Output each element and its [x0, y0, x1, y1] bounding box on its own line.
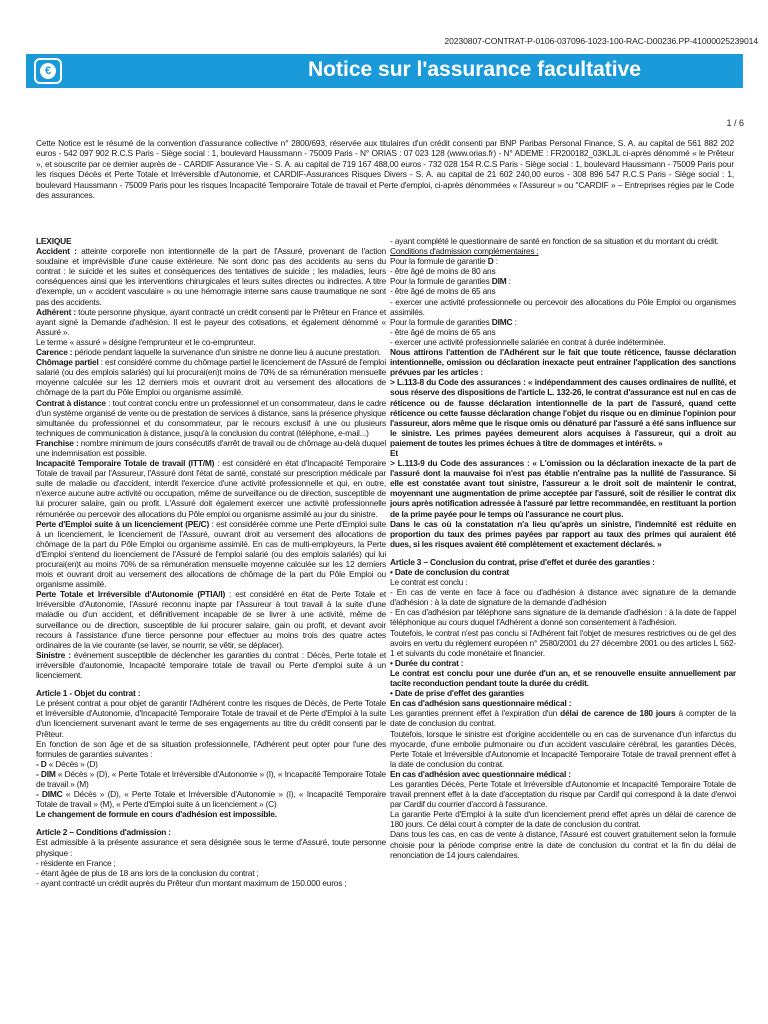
list-item: - ayant complété le questionnaire de santé en fonction de sa situation et du montant du crédit. [390, 236, 719, 246]
article-3-text: Les garanties Décès, Perte Totale et Irréversible d'Autonomie et Incapacité Temporaire Totale de travail prennent effet à la date d'acceptation du risque par Cardif qui correspond à la date d'envoi par Cardif du courrier d'accord à l'assurance. [390, 778, 736, 810]
page-number: 1 / 6 [726, 118, 744, 128]
list-item: - exercer une activité professionnelle salariée en contrat à durée indéterminée. [390, 336, 666, 347]
article-1-note: Le changement de formule en cours d'adhésion est impossible. [36, 809, 277, 820]
def-adherent: Adhérent : toute personne physique, ayant contracté un crédit consenti par le Prêteur en France et ayant signé la Demande d'adhésion. Il est le payeur des cotisations, et également dénommé « Assuré ». [36, 306, 386, 337]
page-title: Notice sur l'assurance facultative [308, 58, 641, 81]
with-questionnaire-heading: En cas d'adhésion avec questionnaire médical : [390, 768, 571, 779]
article-3-text: Le contrat est conclu : [390, 577, 468, 588]
formule-d: - D « Décès » (D) [36, 758, 98, 769]
article-3-text: La garantie Perte d'Emploi à la suite d'un licenciement prend effet après un délai de carence de 180 jours. Ce délai court à compter de la date de conclusion du contrat. [390, 809, 736, 830]
document-reference: 20230807-CONTRAT-P-0106-037096-1023-100-RAC-D00236.PP-41000025239014 [444, 36, 758, 46]
article-1-text: Le présent contrat a pour objet de garantir l'Adhérent contre les risques de Décès, de Perte Totale et Irréversible d'Autonomie, d'Incapacité Temporaire Totale de travail et de Perte d'Emploi à la suite d'un licenciement survenant avant le terme de ses engagements au titre du crédit consenti par le Prêteur. [36, 698, 386, 739]
article-3-text: Toutefois, le contrat n'est pas conclu si l'Adhérent fait l'objet de mesures restrictives ou de gel des avoirs en vertu du règlement européen n° 2580/2001 du 27 décembre 2001 ou des articles L 562-1 et suivants du code monétaire et financier. [390, 627, 736, 658]
def-sinistre: Sinistre : événement susceptible de déclencher les garanties du contrat : Décès, Perte totale et irréversible d'autonomie, Incapacité temporaire totale de travail ou Perte d'emploi suite à un licenciement. [36, 649, 386, 681]
def-contrat-distance: Contrat à distance : tout contrat conclu entre un professionnel et un consommateur, dans le cadre d'un système organisé de vente ou de prestation de services à distance, sans la présence physique simultanée du professionnel et du consommateur, par le recours exclusif à une ou plusieurs techniques de communication à distance, jusqu'à la conclusion du contrat (téléphone, e-mail...) [36, 397, 386, 438]
list-item: - exercer une activité professionnelle ou percevoir des allocations du Pôle Emploi ou organismes assimilés. [390, 296, 736, 317]
def-franchise: Franchise : nombre minimum de jours consécutifs d'arrêt de travail ou de chômage au-delà duquel une indemnisation est possible. [36, 437, 387, 458]
carence-paragraph: Les garanties prennent effet à l'expiration d'un délai de carence de 180 jours à compter de la date de conclusion du contrat. [390, 708, 736, 729]
formule-dimc: - DIMC « Décès » (D), « Perte Totale et Irréversible d'Autonomie » (I), « Incapacité Temporaire Totale de travail » (M), « Perte d'Emploi suite à un licenciement » (C) [36, 789, 386, 810]
left-column [36, 236, 386, 888]
list-item: - résidente en France ; [36, 857, 116, 868]
article-l113-8: > L.113-8 du Code des assurances : « indépendamment des causes ordinaires de nullité, et sous réserve des dispositions de l'article L. 132-26, le contrat d'assurance est nul en cas de réticence ou de fausse déclaration intentionnelle de la part de l'assuré, quand cette réticence ou cette fausse déclaration change l'objet du risque ou en diminue l'opinion pour l'assureur, alors même que le risque omis ou dénaturé par l'assuré a été sans influence sur le sinistre. Les primes payées demeurent alors acquises à l'assureur, qui a droit au paiement de toutes les primes échues à titre de dommages et intérêts. » [390, 377, 736, 448]
formule-dim: - DIM « Décès » (D), « Perte Totale et Irréversible d'Autonomie » (I), « Incapacité Temporaire Totale de travail » (M) [36, 768, 386, 789]
article-3-text: Toutefois, lorsque le sinistre est d'origine accidentelle ou en cas de survenance d'un infarctus du myocarde, d'une embolie pulmonaire ou d'un accident vasculaire cérébral, les garanties Décès, Perte Totale et Irréversible d'Autonomie et Incapacité Temporaire Totale de travail prennent effet à la date de conclusion du contrat. [390, 728, 736, 769]
contract-duration-heading: • Durée du contrat : [390, 657, 464, 668]
list-item: - être âgé de moins de 65 ans [390, 326, 496, 337]
article-1-heading: Article 1 - Objet du contrat : [36, 688, 141, 699]
right-column [390, 236, 736, 860]
warning-paragraph: Nous attirons l'attention de l'Adhérent sur le fait que toute réticence, fausse déclaration intentionnelle, omission ou déclaration inexacte peut entrainer l'application des sanctions prévues par les articles : [390, 347, 736, 378]
list-item: - ayant contracté un crédit auprès du Prêteur d'un montant maximum de 150.000 euros ; [36, 877, 347, 888]
effective-date-heading: • Date de prise d'effet des garanties [390, 688, 524, 699]
conclusion-date-heading: • Date de conclusion du contrat [390, 567, 510, 577]
formule-dimc-conditions: Pour la formule de garanties DIMC : [390, 316, 517, 327]
list-item: - En cas de vente en face à face ou d'adhésion à distance avec signature de la demande d'adhésion : à la date de signature de la demande d'adhésion [390, 587, 736, 608]
article-l113-9-continued: Dans le cas où la constatation n'a lieu qu'après un sinistre, l'indemnité est réduite en proportion du taux des primes payées par rapport au taux des primes qui auraient été dues, si les risques avaient été complètement et exactement déclarés. » [390, 518, 736, 549]
def-carence: Carence : période pendant laquelle la survenance d'un sinistre ne donne lieu à aucune prestation. [36, 347, 381, 358]
list-item: - être âgé de moins de 65 ans [390, 286, 496, 297]
title-banner [26, 54, 743, 88]
conditions-heading: Conditions d'admission complémentaires : [390, 246, 539, 257]
list-item: - étant âgée de plus de 18 ans lors de la conclusion du contrat ; [36, 867, 259, 878]
def-assure: Le terme « assuré » désigne l'emprunteur et le co-emprunteur. [36, 336, 256, 347]
article-2-text: Est admissible à la présente assurance et sera désignée sous le terme d'Assuré, toute personne physique : [36, 837, 386, 858]
article-2-heading: Article 2 – Conditions d'admission : [36, 827, 171, 838]
list-item: - En cas d'adhésion par téléphone sans signature de la demande d'adhésion : à la date de l'appel téléphonique au cours duquel l'Adhérent a donné son consentement à l'adhésion. [390, 607, 736, 628]
list-item: - être âgé de moins de 80 ans [390, 266, 496, 277]
and-connector: Et [390, 447, 398, 458]
contract-duration-text: Le contrat est conclu pour une durée d'un an, et se renouvelle ensuite annuellement par tacite reconduction pendant toute la durée du crédit. [390, 667, 736, 689]
intro-paragraph: Cette Notice est le résumé de la convention d'assurance collective n° 2800/693, réservée aux titulaires d'un crédit consenti par BNP Paribas Personal Finance, S. A. au capital de 561 882 202 euros - 542 097 902 R.C.S Paris - Siège social : 1, boulevard Haussmann - 75009 Paris - N° ORIAS : 07 023 128 (www.orias.fr) - N° ADEME : FR200182_03KLJL ci-après dénommé « le Prêteur », et souscrite par ce dernier auprès de - CARDIF Assurance Vie - S. A. au capital de 719 167 488,00 euros - 732 028 154 R.C.S Paris - Siège social : 1, boulevard Haussmann - 75009 Paris pour les risques Décès et Perte Totale et Irréversible d'Autonomie, et CARDIF-Assurances Risques Divers - S. A. au capital de 21 602 240,00 euros - 308 896 547 R.C.S Paris - Siège social : 1, boulevard Haussmann - 75009 Paris pour les risques Incapacité Temporaire Totale de travail et Perte d'emploi, ci-après dénommées « l'Assureur » ou "CARDIF » – Entreprises régies par le Code des assurances. [36, 138, 734, 201]
article-1-formules-intro: En fonction de son âge et de sa situation professionnelle, l'Adhérent peut opter pour l'une des formules de garanties suivantes : [36, 738, 386, 759]
formule-dim-conditions: Pour la formule de garanties DIM : [390, 276, 511, 287]
formule-d-conditions: Pour la formule de garantie D : [390, 256, 498, 267]
no-questionnaire-heading: En cas d'adhésion sans questionnaire médical : [390, 698, 572, 709]
def-ptia: Perte Totale et Irréversible d'Autonomie (PTIA/I) : est considéré en état de Perte Totale et Irréversible d'Autonomie, l'Assuré reconnu inapte par l'Assureur à tout travail à la suite d'une maladie ou d'un accident, et définitivement incapable de se livrer à une activité, même de surveillance ou de direction, susceptible de lui procurer salaire, gain ou profit, et devant avoir recours à l'assistance d'une tierce personne pour effectuer au moins trois des quatre actes ordinaires de la vie courante (se laver, se nourrir, se vêtir, se déplacer). [36, 589, 386, 650]
article-3-text: Dans tous les cas, en cas de vente à distance, l'Assuré est couvert gratuitement selon la formule choisie pour la période comprise entre la date de conclusion du contrat et la fin du délai de renonciation de 14 jours calendaires. [390, 829, 736, 860]
wallet-euro-icon: € [34, 58, 62, 84]
article-3-heading: Article 3 – Conclusion du contrat, prise d'effet et durée des garanties : [390, 556, 655, 567]
lexique-heading: LEXIQUE [36, 236, 72, 246]
def-itt: Incapacité Temporaire Totale de travail (ITT/M) : est considéré en état d'Incapacité Temporaire Totale de travail par l'Assureur, l'Assuré dont l'état de santé, constaté sur prescription médicale par suite de maladie ou d'accident, interdit l'exercice d'une activité professionnelle et qui, en outre, n'exerce aucune autre activité ou occupation, même de surveillance ou de direction, susceptible de lui procurer salaire, gain ou profit. L'Assuré doit également exercer une activité professionnelle rémunérée ou percevoir des allocations du Pôle emploi ou organisme assimilé au jour du sinistre. [36, 458, 386, 519]
def-pec: Perte d'Emploi suite à un licenciement (PE/C) : est considérée comme une Perte d'Emploi suite à un licenciement, le licenciement de l'Assuré, ouvrant droit au versement des allocations de chômage de la part du Pôle Emploi ou organisme assimilé. En cas de multi-employeurs, la Perte d'Emploi s'entend du licenciement de l'Assuré de l'emploi salarié (ou des emplois salariés) qui lui procurai(en)t au moins 70% de sa rémunération mensuelle moyenne calculée sur les 12 derniers mois et ouvrant droit au versement des allocations de chômage de la part du Pôle Emploi ou organisme assimilé. [36, 518, 386, 590]
def-accident: Accident : atteinte corporelle non intentionnelle de la part de l'Assuré, provenant de l'action soudaine et imprévisible d'une cause extérieure. Ne sont donc pas des accidents au sens du contrat : le suicide et les suites et conséquences des tentatives de suicide ; les maladies, leurs conséquences ainsi que les interventions chirurgicales et leurs suites directes ou indirectes. A titre d'exemple, un « accident vasculaire » ou une hémorragie interne sans cause traumatique ne sont pas des accidents. [36, 246, 386, 307]
article-l113-9: > L.113-9 du Code des assurances : « L'omission ou la déclaration inexacte de la part de l'assuré dont la mauvaise foi n'est pas établie n'entraîne pas la nullité de l'assurance. Si elle est constatée avant tout sinistre, l'assureur a le droit soit de maintenir le contrat, moyennant une augmentation de prime acceptée par l'assuré, soit de résilier le contrat dix jours après notification adressée à l'assuré par lettre recommandée, en restituant la portion de la prime payée pour le temps où l'assurance ne court plus. [390, 458, 736, 519]
def-chomage: Chômage partiel : est considéré comme du chômage partiel le licenciement de l'Assuré de l'emploi salarié (ou des emplois salariés) qui lui procurai(en)t moins de 70% de sa rémunération mensuelle moyenne calculée sur les 12 derniers mois et ouvrant droit au versement des allocations de chômage de la part du Pôle Emploi ou organisme assimilé. [36, 357, 386, 398]
